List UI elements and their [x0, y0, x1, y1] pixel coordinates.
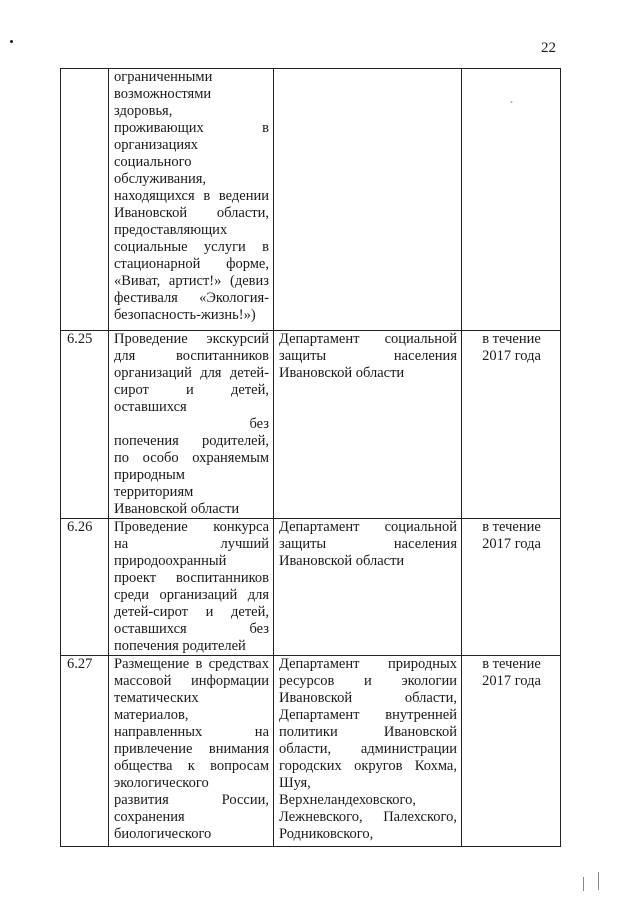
text-line: организаций для детей- — [114, 365, 269, 381]
text-line: ресурсов и экологии — [279, 673, 457, 689]
table-row — [61, 519, 561, 656]
text-line: области, администрации — [279, 741, 457, 757]
text-line: организациях — [114, 137, 199, 153]
text-line: ограниченными — [114, 69, 213, 85]
text-line: попечения родителей — [114, 638, 246, 654]
executor-cell — [274, 519, 462, 656]
text-line: возможностями — [114, 86, 212, 102]
text-line: среди организаций для — [114, 587, 269, 603]
text-line: экологического — [114, 775, 209, 791]
text-line: на лучший — [114, 536, 269, 552]
measure-cell — [109, 69, 274, 331]
text-line: природоохранный — [114, 553, 227, 569]
text-line: в течение — [482, 331, 541, 347]
text-line: проект воспитанников — [114, 570, 269, 586]
text-line: 2017 года — [482, 348, 541, 364]
row-number-cell: 6.25 — [61, 331, 109, 519]
text-line: направленных на — [114, 724, 269, 740]
text-line: территориям — [114, 484, 194, 500]
row-number-cell: 6.27 — [61, 656, 109, 847]
measure-cell — [109, 519, 274, 656]
text-line: развития России, — [114, 792, 269, 808]
scan-mark — [598, 872, 599, 890]
text-line: привлечение внимания — [114, 741, 269, 757]
executor-cell — [274, 331, 462, 519]
text-line: городских округов Кохма, — [279, 758, 457, 774]
table-row — [61, 69, 561, 331]
stray-mark: . — [509, 91, 514, 107]
term-cell — [462, 69, 561, 331]
text-line: Департамент внутренней — [279, 707, 457, 723]
row-number-cell: 6.26 — [61, 519, 109, 656]
text-line: Ивановской области, — [114, 205, 269, 221]
text-line: находящихся в ведении — [114, 188, 269, 204]
text-line: Проведение экскурсий — [114, 331, 269, 347]
table-row — [61, 656, 561, 847]
executor-cell — [274, 656, 462, 847]
text-line: Департамент социальной — [279, 519, 457, 535]
stray-dot-mark — [10, 40, 13, 43]
text-line: Шуя, — [279, 775, 311, 791]
scan-mark — [583, 877, 584, 891]
measure-cell — [109, 331, 274, 519]
text-line: Департамент социальной — [279, 331, 457, 347]
text-line: здоровья, — [114, 103, 173, 119]
text-line: для воспитанников — [114, 348, 269, 364]
text-line: сохранения — [114, 809, 185, 825]
text-line: Верхнеландеховского, — [279, 792, 417, 808]
text-line: оставшихся — [114, 621, 187, 637]
row-number-cell — [61, 69, 109, 331]
text-line: проживающих в — [114, 120, 269, 136]
text-line: детей-сирот и детей, — [114, 604, 269, 620]
term-cell — [462, 519, 561, 656]
text-line: Лежневского, Палехского, — [279, 809, 457, 825]
measures-table — [60, 68, 561, 847]
table-row — [61, 331, 561, 519]
text-line: защиты населения — [279, 536, 457, 552]
text-line: по особо охраняемым — [114, 450, 269, 466]
text-line: 2017 года — [482, 673, 541, 689]
text-line: тематических — [114, 690, 199, 706]
text-line: оставшихся — [114, 399, 187, 415]
text-line: попечения родителей, — [114, 433, 269, 449]
text-line: политики Ивановской — [279, 724, 457, 740]
text-line: сирот и детей, — [114, 382, 269, 398]
text-line: стационарной форме, — [114, 256, 269, 272]
text-line: Проведение конкурса — [114, 519, 269, 535]
measure-cell — [109, 656, 274, 847]
term-cell — [462, 656, 561, 847]
text-line: общества к вопросам — [114, 758, 269, 774]
text-line: в течение — [482, 519, 541, 535]
text-line: Ивановской области — [114, 501, 240, 517]
text-line: без — [249, 416, 269, 432]
text-line: Ивановской области — [279, 553, 405, 569]
text-line: материалов, — [114, 707, 189, 723]
page-number: 22 — [541, 40, 556, 56]
text-line: Департамент природных — [279, 656, 457, 672]
text-line: Размещение в средствах — [114, 656, 269, 672]
text-line: в течение — [482, 656, 541, 672]
text-line: социального — [114, 154, 192, 170]
text-line: биологического — [114, 826, 212, 842]
executor-cell — [274, 69, 462, 331]
text-line: социальные услуги в — [114, 239, 269, 255]
text-line: обслуживания, — [114, 171, 207, 187]
text-line: предоставляющих — [114, 222, 228, 238]
text-line: Ивановской области, — [279, 690, 457, 706]
text-line: Ивановской области — [279, 365, 405, 381]
text-line: 2017 года — [482, 536, 541, 552]
text-line: безопасность-жизнь!») — [114, 307, 256, 323]
text-line: защиты населения — [279, 348, 457, 364]
text-line: «Виват, артист!» (девиз — [114, 273, 269, 289]
text-line: без — [249, 621, 269, 637]
text-line: массовой информации — [114, 673, 269, 689]
text-line: природным — [114, 467, 185, 483]
text-line: Родниковского, — [279, 826, 374, 842]
term-cell — [462, 331, 561, 519]
text-line: фестиваля «Экология- — [114, 290, 269, 306]
